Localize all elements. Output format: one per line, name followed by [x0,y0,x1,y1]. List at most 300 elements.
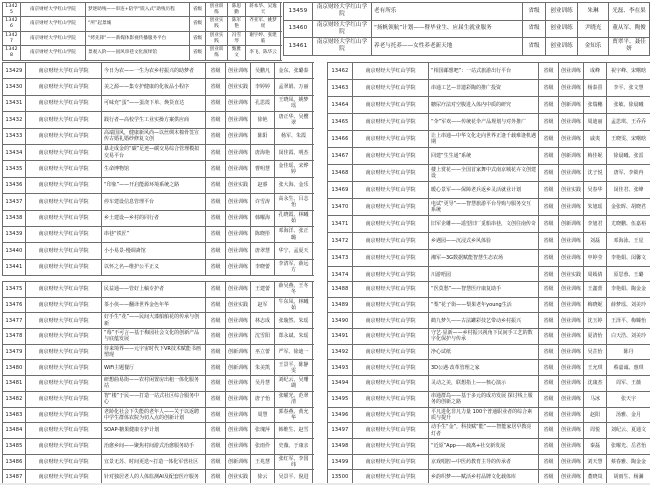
project-type: 创新训练 [559,216,584,232]
school-name: 南京财经大学红山学院 [26,282,102,297]
project-members: 金佳瑶、宋烨婷 [275,161,313,176]
project-type: 创业训练 [559,63,584,79]
school-name: 南京财经大学红山学院 [26,161,102,176]
project-type: 创业训练 [546,3,578,20]
project-type: 创业训练 [559,250,584,266]
project-title: 动手生“金”，科技赋“能”——智能家居早教亮灯者 [429,423,539,438]
project-title: 养老与托养——女性养老新天地 [372,38,523,55]
table-row [328,439,650,455]
project-level: 省级 [206,329,226,344]
project-members: 白天浩、刘美玲 [607,329,650,344]
project-leader: 沈康杰 [584,376,607,391]
table-row [3,455,314,471]
table-row [328,282,650,298]
project-id: 13462 [328,63,353,79]
school-name: 南京财经大学红山学院 [353,131,429,147]
project-type: 创业训练 [559,345,584,360]
project-members: 韩维生、赵雪 [275,423,313,438]
project-members: 蔡嘉诚、惠琪 [607,360,650,375]
project-id: 13431 [3,96,26,111]
project-leader: 陈阳 [251,129,275,144]
project-level: 省级 [190,46,206,59]
project-type: 创业训练 [546,21,578,38]
project-level: 省级 [206,112,226,127]
project-level: 省级 [206,313,226,328]
project-title: 生命博物馆 [102,161,206,176]
project-title: “莓”不可言—基于梅园社会文化的创新产品与底蕴发展 [102,329,206,344]
table-row [3,178,314,194]
table-row [3,79,314,95]
school-name: 南京财经大学红山学院 [26,243,102,258]
project-level: 省级 [539,282,559,297]
project-members: 郭春燕、黄允华 [275,408,313,423]
project-id: 13495 [328,392,353,407]
project-members: 谢宇婷、张建临 [246,32,281,45]
project-level: 省级 [539,216,559,232]
project-leader: 尹晓光 [578,21,609,38]
project-leader: 赵阳 [584,408,607,423]
project-type: 创业训练 [559,439,584,454]
project-id: 13487 [3,470,26,485]
school-name: 南京财经大学红山学院 [26,439,102,454]
school-name: 南京财经大学红山学院 [353,97,429,113]
project-members: 李飞、陈华云 [246,46,281,59]
project-members: 张大海、金乐 [275,178,313,193]
project-id: 13475 [3,282,26,297]
project-leader: 李婷婷 [251,79,275,94]
table-row [328,313,650,329]
project-level: 省级 [539,199,559,215]
table-row [3,32,282,46]
project-type: 创新训练 [226,345,251,360]
project-leader: 申婷莹 [584,250,607,266]
project-members: 闵佳君、张峰 [607,182,650,198]
project-level: 省级 [539,455,559,470]
project-id: 13482 [3,392,26,407]
project-title: 梦逐助残——串连+陪学“嵌入式”助残历程 [86,3,190,16]
project-leader: 吴春华 [584,182,607,198]
project-title: 鹤九梦久——古法罐彩技艺带动乡村振兴 [429,313,539,328]
project-id: 13437 [3,194,26,209]
project-members: 蒋本华、吴逸天 [246,3,281,16]
project-type: 创业训练 [559,360,584,375]
table-row [3,161,314,177]
project-title: “医莫愁”——智慧医疗康复助手 [429,282,539,297]
table-row [3,145,314,161]
project-title: “烤先锋”——新媒体影视传播服务平台 [86,32,190,45]
project-title: 川游唔园 [429,267,539,283]
project-id: 13476 [3,298,26,313]
project-members: 张红军、李国纬 [275,455,313,470]
project-title: 净心试纸 [429,345,539,360]
project-leader: 周悦 [584,423,607,438]
project-title: “相国邮想吧”：一站式旅游出行平台 [429,63,539,79]
project-level: 省级 [539,182,559,198]
school-name: 南京财经大学红山学院 [313,3,372,20]
project-id: 13469 [328,182,353,198]
project-leader: 唐翠慧 [251,243,275,258]
project-level: 省级 [206,298,226,313]
project-type: 创业训练 [559,233,584,249]
project-id: 13436 [3,178,26,193]
project-leader: 许雪涛 [251,194,275,209]
project-id: 13485 [3,439,26,454]
table-row [328,216,650,233]
project-title: 治愈乡间——聚焦村间游式治愈服务助手 [102,439,206,454]
project-leader: 陈晓彤 [251,227,275,242]
project-level: 省级 [523,21,546,38]
project-type: 创业训练 [226,260,251,275]
project-level: 省级 [206,79,226,94]
project-type: 创业训练 [559,298,584,313]
project-title: 3D公遇·改革管理之家 [429,360,539,375]
project-id: 13438 [3,211,26,226]
project-type: 创业实践 [559,182,584,198]
project-title: 京戏唱腔—中医药教育主导的传承者 [429,455,539,470]
project-type: 创业训练 [559,80,584,96]
project-level: 省级 [206,408,226,423]
school-name: 南京财经大学红山学院 [21,32,86,45]
school-name: 南京财经大学红山学院 [313,21,372,38]
table-row [328,114,650,131]
project-leader: 成峰 [584,63,607,79]
project-id: 13434 [3,145,26,160]
project-leader: 赵睿 [251,178,275,193]
project-type: 创业训练 [226,112,251,127]
project-leader: 李旭君 [584,216,607,232]
project-id: 13480 [3,360,26,375]
table-row [328,80,650,97]
project-members: 刘纪云、夏通文 [607,423,650,438]
table-row [284,3,650,21]
project-type: 创业训练 [226,63,251,78]
project-members: 陈丹 [607,345,650,360]
school-name: 南京财经大学红山学院 [353,114,429,130]
table-row [328,455,650,471]
project-leader: 周慧 [251,408,275,423]
project-leader: 唐海艳 [251,145,275,160]
project-leader: 王建蕾 [251,282,275,297]
project-title: 暖心景军——保障老兵返乡灵活就业计划 [429,182,539,198]
project-title: 旧军企雕——遥望旧厂觅船串巷，文创往南传奇 [429,216,539,232]
project-type: 创业训练 [559,165,584,181]
project-title: “所”起景城 [86,17,190,30]
school-name: 南京财经大学红山学院 [353,392,429,407]
middle-left-table [2,62,314,276]
project-leader: 巫立蕾 [251,345,275,360]
project-members: 薛梦瑶、刘美玲 [607,298,650,313]
project-members: 张敏、徐晨曦 [607,97,650,113]
project-title: “近原”App——疏离+社交新发展 [429,439,539,454]
school-name: 南京财经大学红山学院 [353,408,429,423]
project-level: 省级 [190,3,206,16]
project-id: 13426 [3,17,21,30]
project-title: 美之源——集专护健康的化妆品小程序 [102,79,206,94]
school-name: 南京财经大学红山学院 [353,329,429,344]
project-level: 省级 [539,63,559,79]
project-title: 智“楼”于民——打造一站式社区综合服务中心 [102,392,206,407]
project-id: 13465 [328,114,353,130]
project-title: 研想曲易街——农村闲置房出租一体化服务站 [102,376,206,391]
project-level: 省级 [206,423,226,438]
project-type: 创业训练 [559,423,584,438]
project-type: 创业训练 [226,129,251,144]
project-members: 王晓凤、姚梦瑶 [275,96,313,111]
table-row [328,329,650,345]
project-id: 13433 [3,129,26,144]
project-id: 13489 [328,298,353,313]
table-row [3,96,314,112]
project-type: 创业训练 [226,376,251,391]
project-members: 胡雨生、杨澜 [607,470,650,485]
school-name: 南京财经大学红山学院 [26,194,102,209]
school-name: 南京财经大学红山学院 [353,148,429,164]
project-level: 省级 [539,313,559,328]
project-type: 创业训练 [226,313,251,328]
table-row [328,148,650,165]
project-level: 省级 [206,345,226,360]
project-level: 省级 [206,227,226,242]
project-leader: 沈雪阳 [251,329,275,344]
project-members: 董从军、陶俊 [609,21,650,38]
project-members: 吴景平、倪进 [275,470,313,485]
table-row [3,194,314,210]
project-id: 13494 [328,376,353,391]
project-level: 省级 [539,470,559,485]
project-level: 省级 [206,282,226,297]
project-members: 王泽平、梅臻怡 [607,313,650,328]
table-row [3,3,282,17]
project-leader: 王兆慧 [251,455,275,470]
project-level: 省级 [206,392,226,407]
school-name: 南京财经大学红山学院 [26,298,102,313]
project-leader: 张雨伶 [251,439,275,454]
project-leader: 吴芷怡 [584,345,607,360]
project-leader: 王允琪 [584,360,607,375]
school-name: 南京财经大学红山学院 [353,267,429,283]
table-row [328,165,650,182]
project-level: 省级 [206,455,226,470]
project-type: 创业训练 [559,199,584,215]
project-id: 13481 [3,376,26,391]
project-type: 创业训练 [559,376,584,391]
project-level: 省级 [539,298,559,313]
project-members: 光磊、李在果 [609,3,650,20]
project-leader: 梅晓妮 [584,298,607,313]
project-type: 创业训练 [559,470,584,485]
table-row [3,63,314,79]
project-id: 13467 [328,148,353,164]
project-level: 省级 [206,260,226,275]
project-members: 薛吴燕、王冬冬 [275,282,313,297]
project-members: 原思蓉、王璐 [607,267,650,283]
table-row [284,21,650,39]
project-type: 创业训练 [226,96,251,111]
school-name: 南京财经大学红山学院 [353,182,429,198]
project-members: 金张晖、胡晓君 [607,199,650,215]
project-members: 孟思琪、王乔乔 [607,114,650,130]
project-level: 省级 [206,161,226,176]
project-id: 13486 [3,455,26,470]
project-title: 楼上赏花——全国首家舞中式南京城花卉文创建设 [429,165,539,181]
project-leader: 吴丹慧 [251,376,275,391]
project-title: 可味充“蛋”——蛋浇下单、焕货直达 [102,96,206,111]
project-leader: 朱旭瑶 [584,199,607,215]
school-name: 南京财经大学红山学院 [26,423,102,438]
project-type: 创业实践 [226,178,251,193]
project-type: 创新训练 [559,148,584,164]
school-name: 南京财经大学红山学院 [26,211,102,226]
table-row [328,423,650,439]
project-id: 13472 [328,233,353,249]
project-members: 华宁、孟夏天 [275,243,313,258]
project-members: 祝宇峰、宋曙晗 [607,63,650,79]
project-level: 省级 [206,145,226,160]
school-name: 南京财经大学红山学院 [353,282,429,297]
project-leader: 陈思勤 [228,3,246,16]
project-members: 张曜光、范翠清 [275,392,313,407]
project-id: 13500 [328,470,353,485]
project-level: 省级 [539,345,559,360]
project-level: 省级 [206,129,226,144]
project-leader: 徐艳 [251,112,275,127]
project-title: “扬帆领航”计划——暨毕业生、应届生就业服务 [372,21,523,38]
project-members: 金东、张璐泰 [275,63,313,78]
project-type: 创业训练 [226,423,251,438]
project-title: 平凡进化非凡力量 100个普通职业者的综合素质与提升 [429,408,539,423]
school-name: 南京财经大学红山学院 [21,46,86,59]
project-members: 李艳娟、陶金金 [607,282,650,297]
project-id: 13483 [3,408,26,423]
project-type: 创业训练 [226,211,251,226]
table-row [328,97,650,114]
project-members: 贾翠平、聂佳妍 [609,38,650,55]
project-id: 13464 [328,97,353,113]
project-title: 乡韵织梦——赋活乡村品牌文化载体库 [429,470,539,485]
table-row [3,329,314,345]
table-row [328,345,650,361]
project-members: 王景平、陈静雯 [275,360,313,375]
project-id: 13432 [3,112,26,127]
project-members: 张天宇 [607,392,650,407]
project-members: 邓海洋、张正璐 [275,227,313,242]
project-leader: 冯雪琴 [228,32,246,45]
project-level: 省级 [206,96,226,111]
project-level: 省级 [523,3,546,20]
project-members: 邓海泳、王星 [607,233,650,249]
project-title: 糖尿疗法对空腹进入体内中质的研究 [429,97,539,113]
project-id: 13490 [328,313,353,328]
project-level: 省级 [539,80,559,96]
table-row [3,17,282,31]
project-level: 省级 [190,17,206,30]
project-id: 13425 [3,3,21,16]
school-name: 南京财经大学红山学院 [353,470,429,485]
project-members: 汤雅、金月 [607,408,650,423]
project-level: 省级 [539,329,559,344]
table-row [3,360,314,376]
project-leader: 李晓蕾 [251,260,275,275]
table-row [3,439,314,455]
project-level: 省级 [539,114,559,130]
school-name: 南京财经大学红山学院 [353,165,429,181]
project-level: 省级 [206,243,226,258]
project-members: 高永生、吕志怡 [275,194,313,209]
table-row [328,408,650,424]
project-id: 13430 [3,79,26,94]
project-title: 回建“生生通”系统 [429,148,539,164]
project-id: 13488 [328,282,353,297]
project-members: 严军、徐迪一 [275,345,313,360]
table-row [3,211,314,227]
table-row [3,260,314,276]
project-members: 唐正华、吴樱翠 [275,112,313,127]
project-level: 省级 [206,211,226,226]
project-leader: 林志成 [251,313,275,328]
table-row [3,313,314,329]
project-leader: 金知乐 [578,38,609,55]
school-name: 南京财经大学红山学院 [26,178,102,193]
project-type: 创新训练 [559,97,584,113]
project-leader: 沈玉婷 [584,313,607,328]
table-row [3,345,314,361]
project-members: 李清军、薛远方 [275,260,313,275]
project-members: 唐军、李筱冉 [607,165,650,181]
project-id: 13439 [3,227,26,242]
project-title: 电试“更导”——智慧旅游平台导购与服务交互系统 [429,199,539,215]
table-row [3,227,314,243]
school-name: 南京财经大学红山学院 [26,63,102,78]
table-row [328,392,650,408]
project-level: 省级 [539,408,559,423]
project-level: 省级 [539,392,559,407]
school-name: 南京财经大学红山学院 [26,79,102,94]
project-id: 13471 [328,216,353,232]
project-id: 13440 [3,243,26,258]
table-row [3,46,282,60]
project-type: 创业训练 [226,392,251,407]
project-leader: 孔思霞 [251,96,275,111]
project-title: 景观入阶——国风串巷文化演绎馆 [86,46,190,59]
project-level: 省级 [539,439,559,454]
school-name: 南京财经大学红山学院 [353,313,429,328]
project-level: 省级 [539,97,559,113]
project-members: 郑永斌、朱瑶 [275,329,313,344]
project-leader: 吴鹏凡 [251,63,275,78]
project-title: “印象”——开启能源环境系统之路 [102,178,206,193]
project-leader: 马冰 [584,392,607,407]
table-row [3,282,314,298]
project-id: 13468 [328,165,353,181]
top-left-table [2,2,282,61]
project-leader: 董晓岚 [584,470,607,485]
table-row [328,360,650,376]
project-level: 省级 [539,376,559,391]
project-leader: 戚夷 [584,131,607,147]
project-title: 今日为农——一生为农乡村振兴的助梦者 [102,63,206,78]
project-level: 省级 [539,165,559,181]
project-type: 创业训练 [226,227,251,242]
project-title: “梨”花子街——梨果老年young生活 [429,298,539,313]
project-title: 乡遇园——沉浸式乡风体验 [429,233,539,249]
project-type: 创业训练 [226,408,251,423]
school-name: 南京财经大学红山学院 [353,80,429,96]
project-members: 张璇然、朱瑶 [275,313,313,328]
project-members: 史薇、于康亲 [275,439,313,454]
project-leader: 唐子怡 [251,392,275,407]
table-row [3,243,314,259]
project-title: 让上串通—中华文化走向世界正逢千载难逢机遇期 [429,131,539,147]
